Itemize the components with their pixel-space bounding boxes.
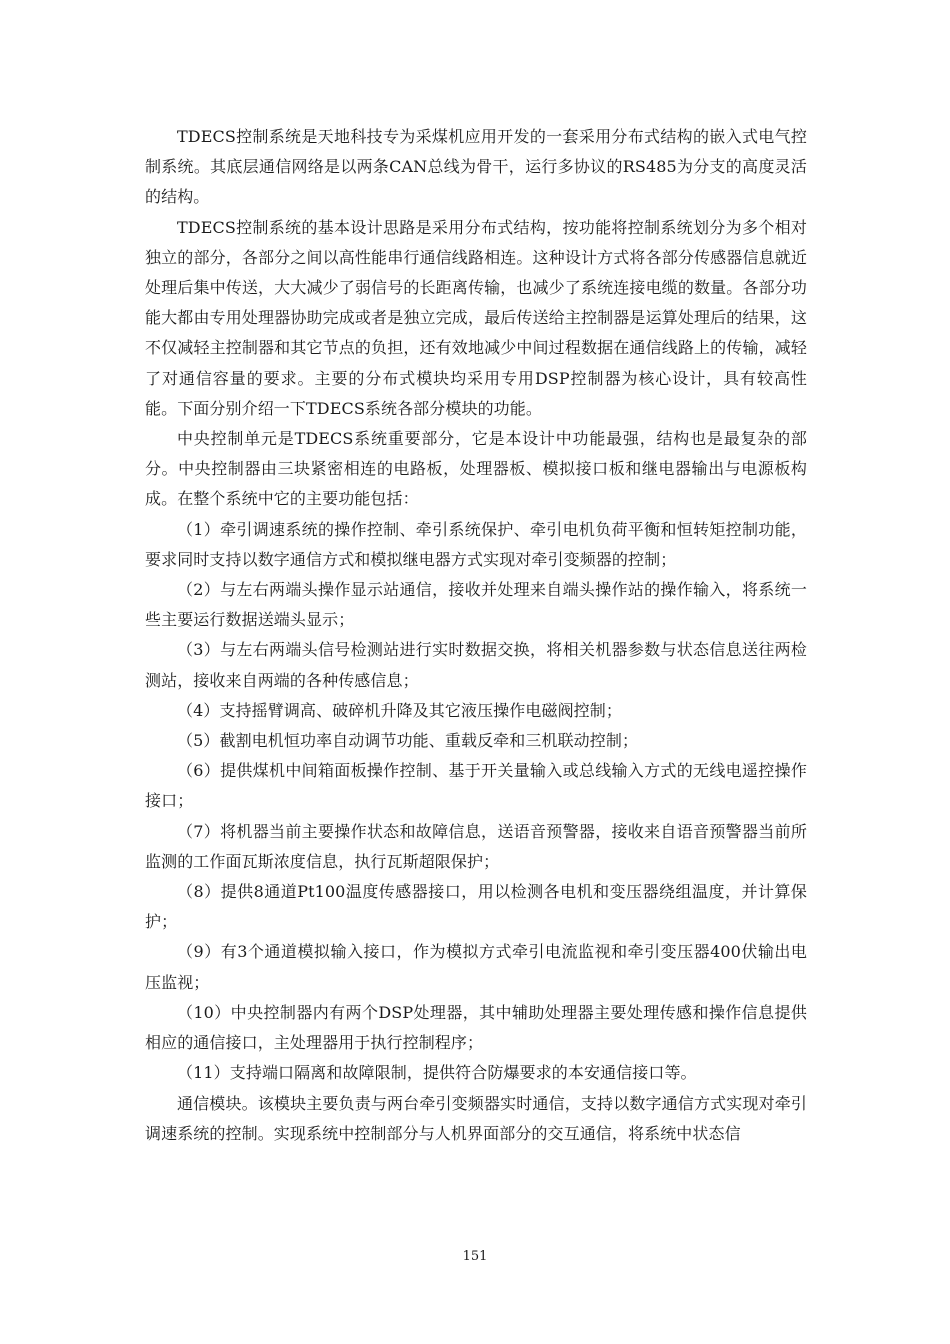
page-body [145, 122, 807, 1149]
list-item-4: （4）支持摇臂调高、破碎机升降及其它液压操作电磁阀控制； [177, 700, 622, 720]
list-item-3: （3）与左右两端头信号检测站进行实时数据交换，将相关机器参数与状态信息送往两检测站，接收来自两端的各种传感信息； [145, 640, 807, 690]
list-item-9: （9）有3个通道模拟输入接口，作为模拟方式牵引电流监视和牵引变压器400伏输出电压监视； [145, 942, 807, 992]
list-item-7: （7）将机器当前主要操作状态和故障信息，送语音预警器，接收来自语音预警器当前所监测的工作面瓦斯浓度信息，执行瓦斯超限保护； [145, 821, 807, 871]
list-item-6: （6）提供煤机中间箱面板操作控制、基于开关量输入或总线输入方式的无线电遥控操作接口； [145, 761, 807, 811]
paragraph-intro: TDECS控制系统是天地科技专为采煤机应用开发的一套采用分布式结构的嵌入式电气控制系统。其底层通信网络是以两条CAN总线为骨干，运行多协议的RS485为分支的高度灵活的结构。 [145, 127, 807, 207]
paragraph-comm-module: 通信模块。该模块主要负责与两台牵引变频器实时通信，支持以数字通信方式实现对牵引调速系统的控制。实现系统中控制部分与人机界面部分的交互通信，将系统中状态信 [145, 1093, 807, 1143]
list-item-8: （8）提供8通道Pt100温度传感器接口，用以检测各电机和变压器绕组温度，并计算保护； [145, 882, 807, 932]
list-item-11: （11）支持端口隔离和故障限制，提供符合防爆要求的本安通信接口等。 [177, 1063, 697, 1083]
page-number: 151 [462, 1249, 488, 1264]
paragraph-central-unit: 中央控制单元是TDECS系统重要部分，它是本设计中功能最强，结构也是最复杂的部分。中央控制器由三块紧密相连的电路板，处理器板、模拟接口板和继电器输出与电源板构成。在整个系统中它的主要功能包括： [145, 429, 807, 509]
list-item-5: （5）截割电机恒功率自动调节功能、重载反牵和三机联动控制； [177, 731, 639, 751]
list-item-2: （2）与左右两端头操作显示站通信，接收并处理来自端头操作站的操作输入，将系统一些主要运行数据送端头显示； [145, 580, 807, 630]
list-item-1: （1）牵引调速系统的操作控制、牵引系统保护、牵引电机负荷平衡和恒转矩控制功能，要求同时支持以数字通信方式和模拟继电器方式实现对牵引变频器的控制； [145, 519, 807, 569]
paragraph-design: TDECS控制系统的基本设计思路是采用分布式结构，按功能将控制系统划分为多个相对独立的部分，各部分之间以高性能串行通信线路相连。这种设计方式将各部分传感器信息就近处理后集中传送，大大减少了弱信号的长距离传输，也减少了系统连接电缆的数量。各部分功能大都由专用处理器协助完成或者是独立完成，最后传送给主控制器是运算处理后的结果，这不仅减轻主控制器和其它节点的负担，还有效地减少中间过程数据在通信线路上的传输，减轻了对通信容量的要求。主要的分布式模块均采用专用DSP控制器为核心设计，具有较高性能。下面分别介绍一下TDECS系统各部分模块的功能。 [145, 217, 807, 418]
list-item-10: （10）中央控制器内有两个DSP处理器，其中辅助处理器主要处理传感和操作信息提供相应的通信接口，主处理器用于执行控制程序； [145, 1002, 807, 1053]
